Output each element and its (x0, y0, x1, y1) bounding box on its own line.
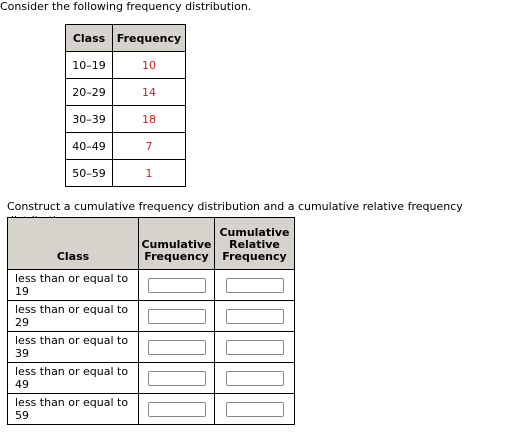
cumulative-relative-frequency-header-line: Relative (229, 238, 280, 251)
cumulative-frequency-cell (139, 270, 215, 301)
cumulative-table-row (8, 332, 295, 363)
cumulative-row-label: less than or equal to 49 (8, 363, 139, 394)
frequency-value-cell: 7 (113, 133, 186, 160)
cumulative-frequency-header-line: Frequency (144, 250, 209, 263)
frequency-table-row (66, 52, 186, 79)
frequency-table-class-header: Class (66, 25, 113, 52)
cumulative-row-label: less than or equal to 59 (8, 394, 139, 425)
frequency-value-cell: 10 (113, 52, 186, 79)
frequency-table (65, 24, 186, 187)
intro-text: Consider the following frequency distribution. (0, 0, 252, 13)
cumulative-relative-frequency-input[interactable] (226, 309, 284, 324)
cumulative-relative-frequency-input[interactable] (226, 340, 284, 355)
frequency-class-cell: 10–19 (66, 52, 113, 79)
frequency-value-cell: 18 (113, 106, 186, 133)
cumulative-frequency-input[interactable] (148, 371, 206, 386)
cumulative-frequency-input[interactable] (148, 340, 206, 355)
frequency-table-header-row (66, 25, 186, 52)
cumulative-frequency-cell (139, 363, 215, 394)
cumulative-frequency-cell (139, 301, 215, 332)
cumulative-relative-frequency-cell (215, 270, 295, 301)
cumulative-relative-frequency-cell (215, 301, 295, 332)
cumulative-row-label: less than or equal to 39 (8, 332, 139, 363)
frequency-class-cell: 50–59 (66, 160, 113, 187)
frequency-table-row (66, 106, 186, 133)
cumulative-table-class-header: Class (8, 218, 139, 270)
cumulative-relative-frequency-header (215, 218, 295, 270)
frequency-table-row (66, 133, 186, 160)
cumulative-relative-frequency-input[interactable] (226, 278, 284, 293)
cumulative-frequency-cell (139, 332, 215, 363)
cumulative-relative-frequency-cell (215, 394, 295, 425)
cumulative-table-row (8, 301, 295, 332)
frequency-class-cell: 40–49 (66, 133, 113, 160)
cumulative-frequency-cell (139, 394, 215, 425)
frequency-value-cell: 1 (113, 160, 186, 187)
cumulative-relative-frequency-header-line: Cumulative (219, 226, 290, 239)
cumulative-row-label: less than or equal to 19 (8, 270, 139, 301)
frequency-table-row (66, 79, 186, 106)
cumulative-table (7, 217, 295, 425)
cumulative-frequency-header (139, 218, 215, 270)
instruction-text: Construct a cumulative frequency distribution and a cumulative relative frequency (7, 200, 463, 213)
cumulative-relative-frequency-header-line: Frequency (222, 250, 287, 263)
cumulative-frequency-input[interactable] (148, 402, 206, 417)
cumulative-table-row (8, 270, 295, 301)
cumulative-table-header-row (8, 218, 295, 270)
cumulative-relative-frequency-cell (215, 363, 295, 394)
frequency-class-cell: 20–29 (66, 79, 113, 106)
cumulative-relative-frequency-cell (215, 332, 295, 363)
frequency-table-frequency-header: Frequency (113, 25, 186, 52)
cumulative-relative-frequency-input[interactable] (226, 402, 284, 417)
cumulative-table-row (8, 363, 295, 394)
cumulative-frequency-input[interactable] (148, 309, 206, 324)
cumulative-table-row (8, 394, 295, 425)
frequency-table-row (66, 160, 186, 187)
cumulative-frequency-input[interactable] (148, 278, 206, 293)
frequency-value-cell: 14 (113, 79, 186, 106)
frequency-class-cell: 30–39 (66, 106, 113, 133)
cumulative-relative-frequency-input[interactable] (226, 371, 284, 386)
cumulative-row-label: less than or equal to 29 (8, 301, 139, 332)
cumulative-frequency-header-line: Cumulative (141, 238, 212, 251)
